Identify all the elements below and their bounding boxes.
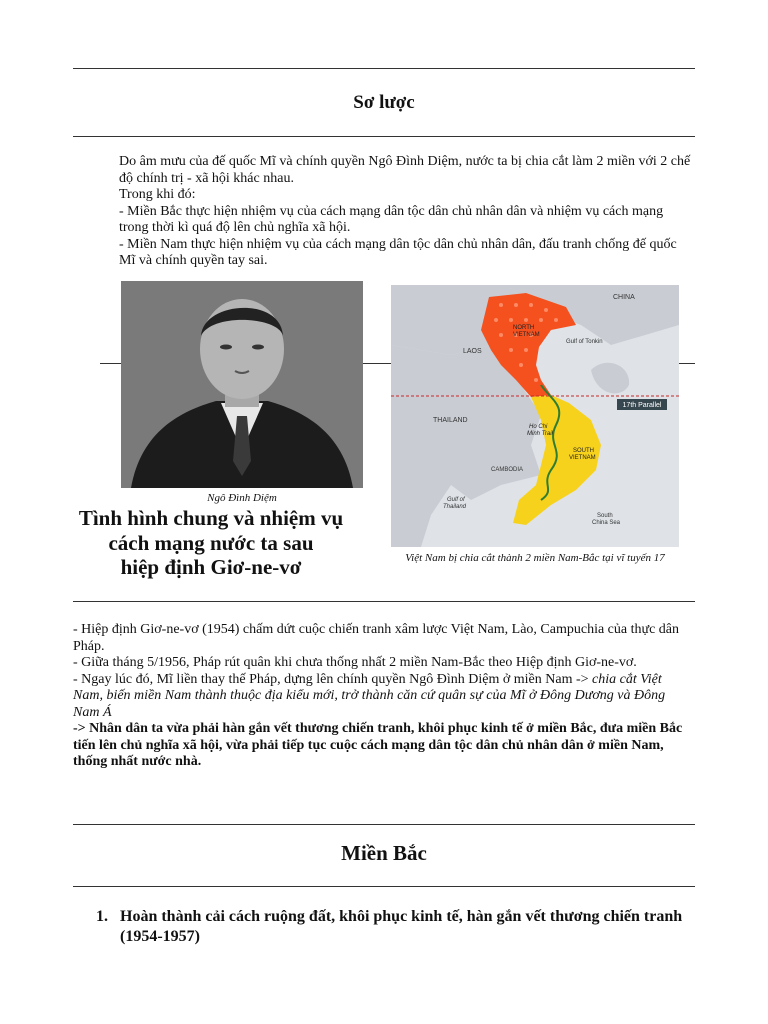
map-label-trail1: Ho Chi	[529, 424, 548, 430]
map-label-gulf-thailand1: Gulf of	[447, 497, 465, 503]
situation-p3-italic: chia cắt Việt Nam, biến miền Nam thành thuộc địa kiểu mới, trở thành căn cứ quân sự của Mĩ ở Đông Dương và Đông Nam Á	[73, 671, 666, 720]
section-title-so-luoc: Sơ lược	[353, 92, 415, 113]
situation-p4-text: Nhân dân ta vừa phải hàn gắn vết thương chiến tranh, khôi phục kinh tế ở miền Bắc, đưa miền Bắc tiến lên chủ nghĩa xã hội, vừa phải tiếp tục cuộc cách mạng dân tộc dân chủ nhân dân ở miền Nam, thống nhất nước nhà.	[73, 721, 683, 769]
map-label-north2: VIETNAM	[513, 332, 540, 338]
divider	[73, 601, 695, 602]
section-title-line: Tình hình chung và nhiệm vụ	[78, 506, 344, 530]
portrait-photo	[121, 281, 363, 488]
situation-p3-plain: - Ngay lúc đó, Mĩ liền thay thế Pháp, dựng lên chính quyền Ngô Đình Diệm ở miền Nam ->	[73, 671, 593, 687]
situation-p4-arrow: ->	[73, 721, 90, 736]
situation-p2: - Giữa tháng 5/1956, Pháp rút quân khi chưa thống nhất 2 miền Nam-Bắc theo Hiệp định Giơ-ne-vơ.	[73, 655, 637, 670]
map-label-gulf-tonkin: Gulf of Tonkin	[566, 339, 603, 345]
intro-line: - Miền Nam thực hiện nhiệm vụ của cách mạng dân tộc dân chủ nhân dân, đấu tranh chống đế quốc Mĩ và chính quyền tay sai.	[119, 236, 677, 268]
section-title-line: cách mạng nước ta sau	[108, 530, 314, 555]
map-label-trail2: Minh Trail	[527, 431, 553, 437]
situation-p4	[73, 721, 693, 771]
section-title-mien-bac: Miền Bắc	[341, 841, 427, 865]
map-label-thailand: THAILAND	[433, 417, 468, 424]
section-title-line: hiệp định Giơ-ne-vơ	[120, 555, 302, 579]
map-label-scs1: South	[597, 513, 613, 519]
map-label-laos: LAOS	[463, 348, 482, 355]
divider-left-stub	[100, 363, 122, 364]
vietnam-division-map	[391, 285, 679, 547]
map-label-parallel: 17th Parallel	[622, 402, 662, 409]
list-item: Hoàn thành cải cách ruộng đất, khôi phục kinh tế, hàn gắn vết thương chiến tranh (1954-1957)	[120, 908, 683, 945]
situation-paragraph	[73, 622, 693, 771]
map-label-cambodia: CAMBODIA	[491, 467, 524, 473]
map-label-south2: VIETNAM	[569, 455, 596, 461]
intro-line: - Miền Bắc thực hiện nhiệm vụ của cách mạng dân tộc dân chủ nhân dân và nhiệm vụ cách mạng trong thời kì quá độ lên chủ nghĩa xã hội.	[119, 203, 664, 235]
divider-top	[73, 68, 695, 69]
intro-line: Trong khi đó:	[119, 187, 196, 202]
situation-p1: - Hiệp định Giơ-ne-vơ (1954) chấm dứt cuộc chiến tranh xâm lược Việt Nam, Lào, Campuchia của thực dân Pháp.	[73, 622, 680, 654]
list-item-number: 1.	[96, 908, 108, 925]
intro-paragraph	[119, 154, 691, 270]
section-title-tinh-hinh	[70, 506, 352, 580]
map-label-south: SOUTH	[573, 448, 594, 454]
map-label-scs2: China Sea	[592, 520, 621, 526]
divider-right-stub	[679, 363, 695, 364]
photo-caption: Ngô Đình Diệm	[207, 492, 277, 504]
divider	[73, 886, 695, 887]
map-label-gulf-thailand2: Thailand	[443, 504, 467, 510]
map-caption: Việt Nam bị chia cắt thành 2 miền Nam-Bắc tại vĩ tuyến 17	[405, 552, 665, 564]
divider	[73, 824, 695, 825]
divider	[73, 136, 695, 137]
intro-line: Do âm mưu của đế quốc Mĩ và chính quyền Ngô Đình Diệm, nước ta bị chia cắt làm 2 miền với 2 chế độ chính trị - xã hội khác nhau.	[119, 154, 691, 186]
map-label-china: CHINA	[613, 294, 635, 301]
situation-p3	[73, 672, 693, 722]
divider-mid-stub	[362, 363, 392, 364]
map-label-north: NORTH	[513, 325, 535, 331]
